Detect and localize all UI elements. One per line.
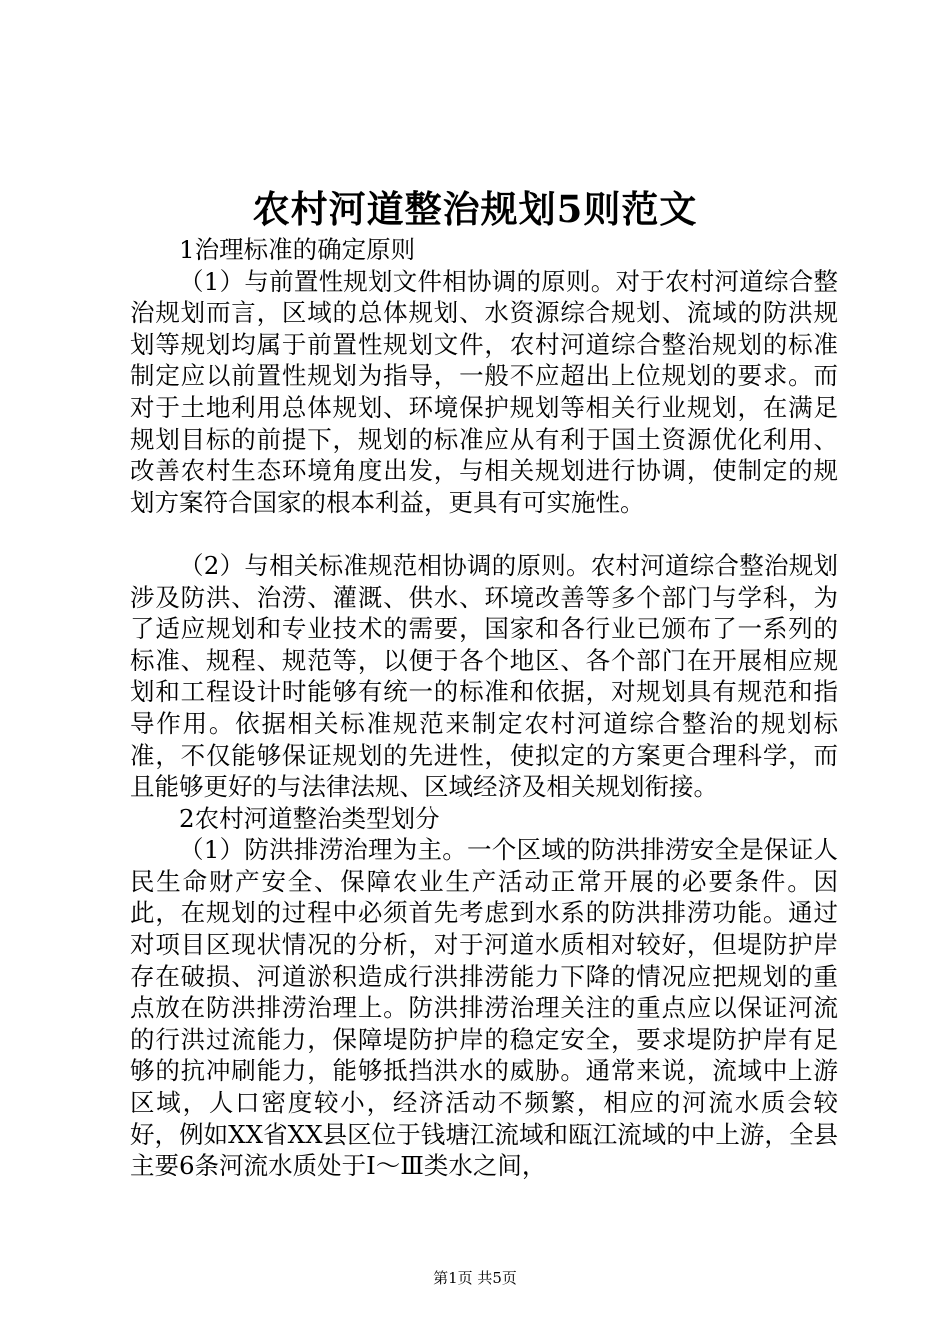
section-heading: 2农村河道整治类型划分: [179, 803, 440, 833]
page-footer: 第1页 共5页: [433, 1269, 517, 1287]
document-title: 农村河道整治规划5则范文: [252, 187, 698, 231]
document-body: [130, 234, 838, 1182]
body-paragraph: （1）防洪排涝治理为主。一个区域的防洪排涝安全是保证人民生命财产安全、保障农业生产活动正常开展的必要条件。因此，在规划的过程中必须首先考虑到水系的防洪排涝功能。通过对项目区现状情况的分析，对于河道水质相对较好，但堤防护岸存在破损、河道淤积造成行洪排涝能力下降的情况应把规划的重点放在防洪排涝治理上。防洪排涝治理关注的重点应以保证河流的行洪过流能力，保障堤防护岸的稳定安全，要求堤防护岸有足够的抗冲刷能力，能够抵挡洪水的威胁。通常来说，流域中上游区域，人口密度较小，经济活动不频繁，相应的河流水质会较好，例如XX省XX县区位于钱塘江流域和瓯江流域的中上游，全县主要6条河流水质处于Ⅰ～Ⅲ类水之间，: [130, 835, 838, 1181]
section-heading: 1治理标准的确定原则: [179, 235, 416, 264]
body-paragraph: （2）与相关标准规范相协调的原则。农村河道综合整治规划涉及防洪、治涝、灌溉、供水、环境改善等多个部门与学科，为了适应规划和专业技术的需要，国家和各行业已颁布了一系列的标准、规程、规范等，以便于各个地区、各个部门在开展相应规划和工程设计时能够有统一的标准和依据，对规划具有规范和指导作用。依据相关标准规范来制定农村河道综合整治的规划标准，不仅能够保证规划的先进性，使拟定的方案更合理科学，而且能够更好的与法律法规、区域经济及相关规划衔接。: [130, 550, 838, 802]
body-paragraph: （1）与前置性规划文件相协调的原则。对于农村河道综合整治规划而言，区域的总体规划、水资源综合规划、流域的防洪规划等规划均属于前置性规划文件，农村河道综合整治规划的标准制定应以前置性规划为指导，一般不应超出上位规划的要求。而对于土地利用总体规划、环境保护规划等相关行业规划，在满足规划目标的前提下，规划的标准应从有利于国土资源优化利用、改善农村生态环境角度出发，与相关规划进行协调，使制定的规划方案符合国家的根本利益，更具有可实施性。: [130, 266, 838, 517]
